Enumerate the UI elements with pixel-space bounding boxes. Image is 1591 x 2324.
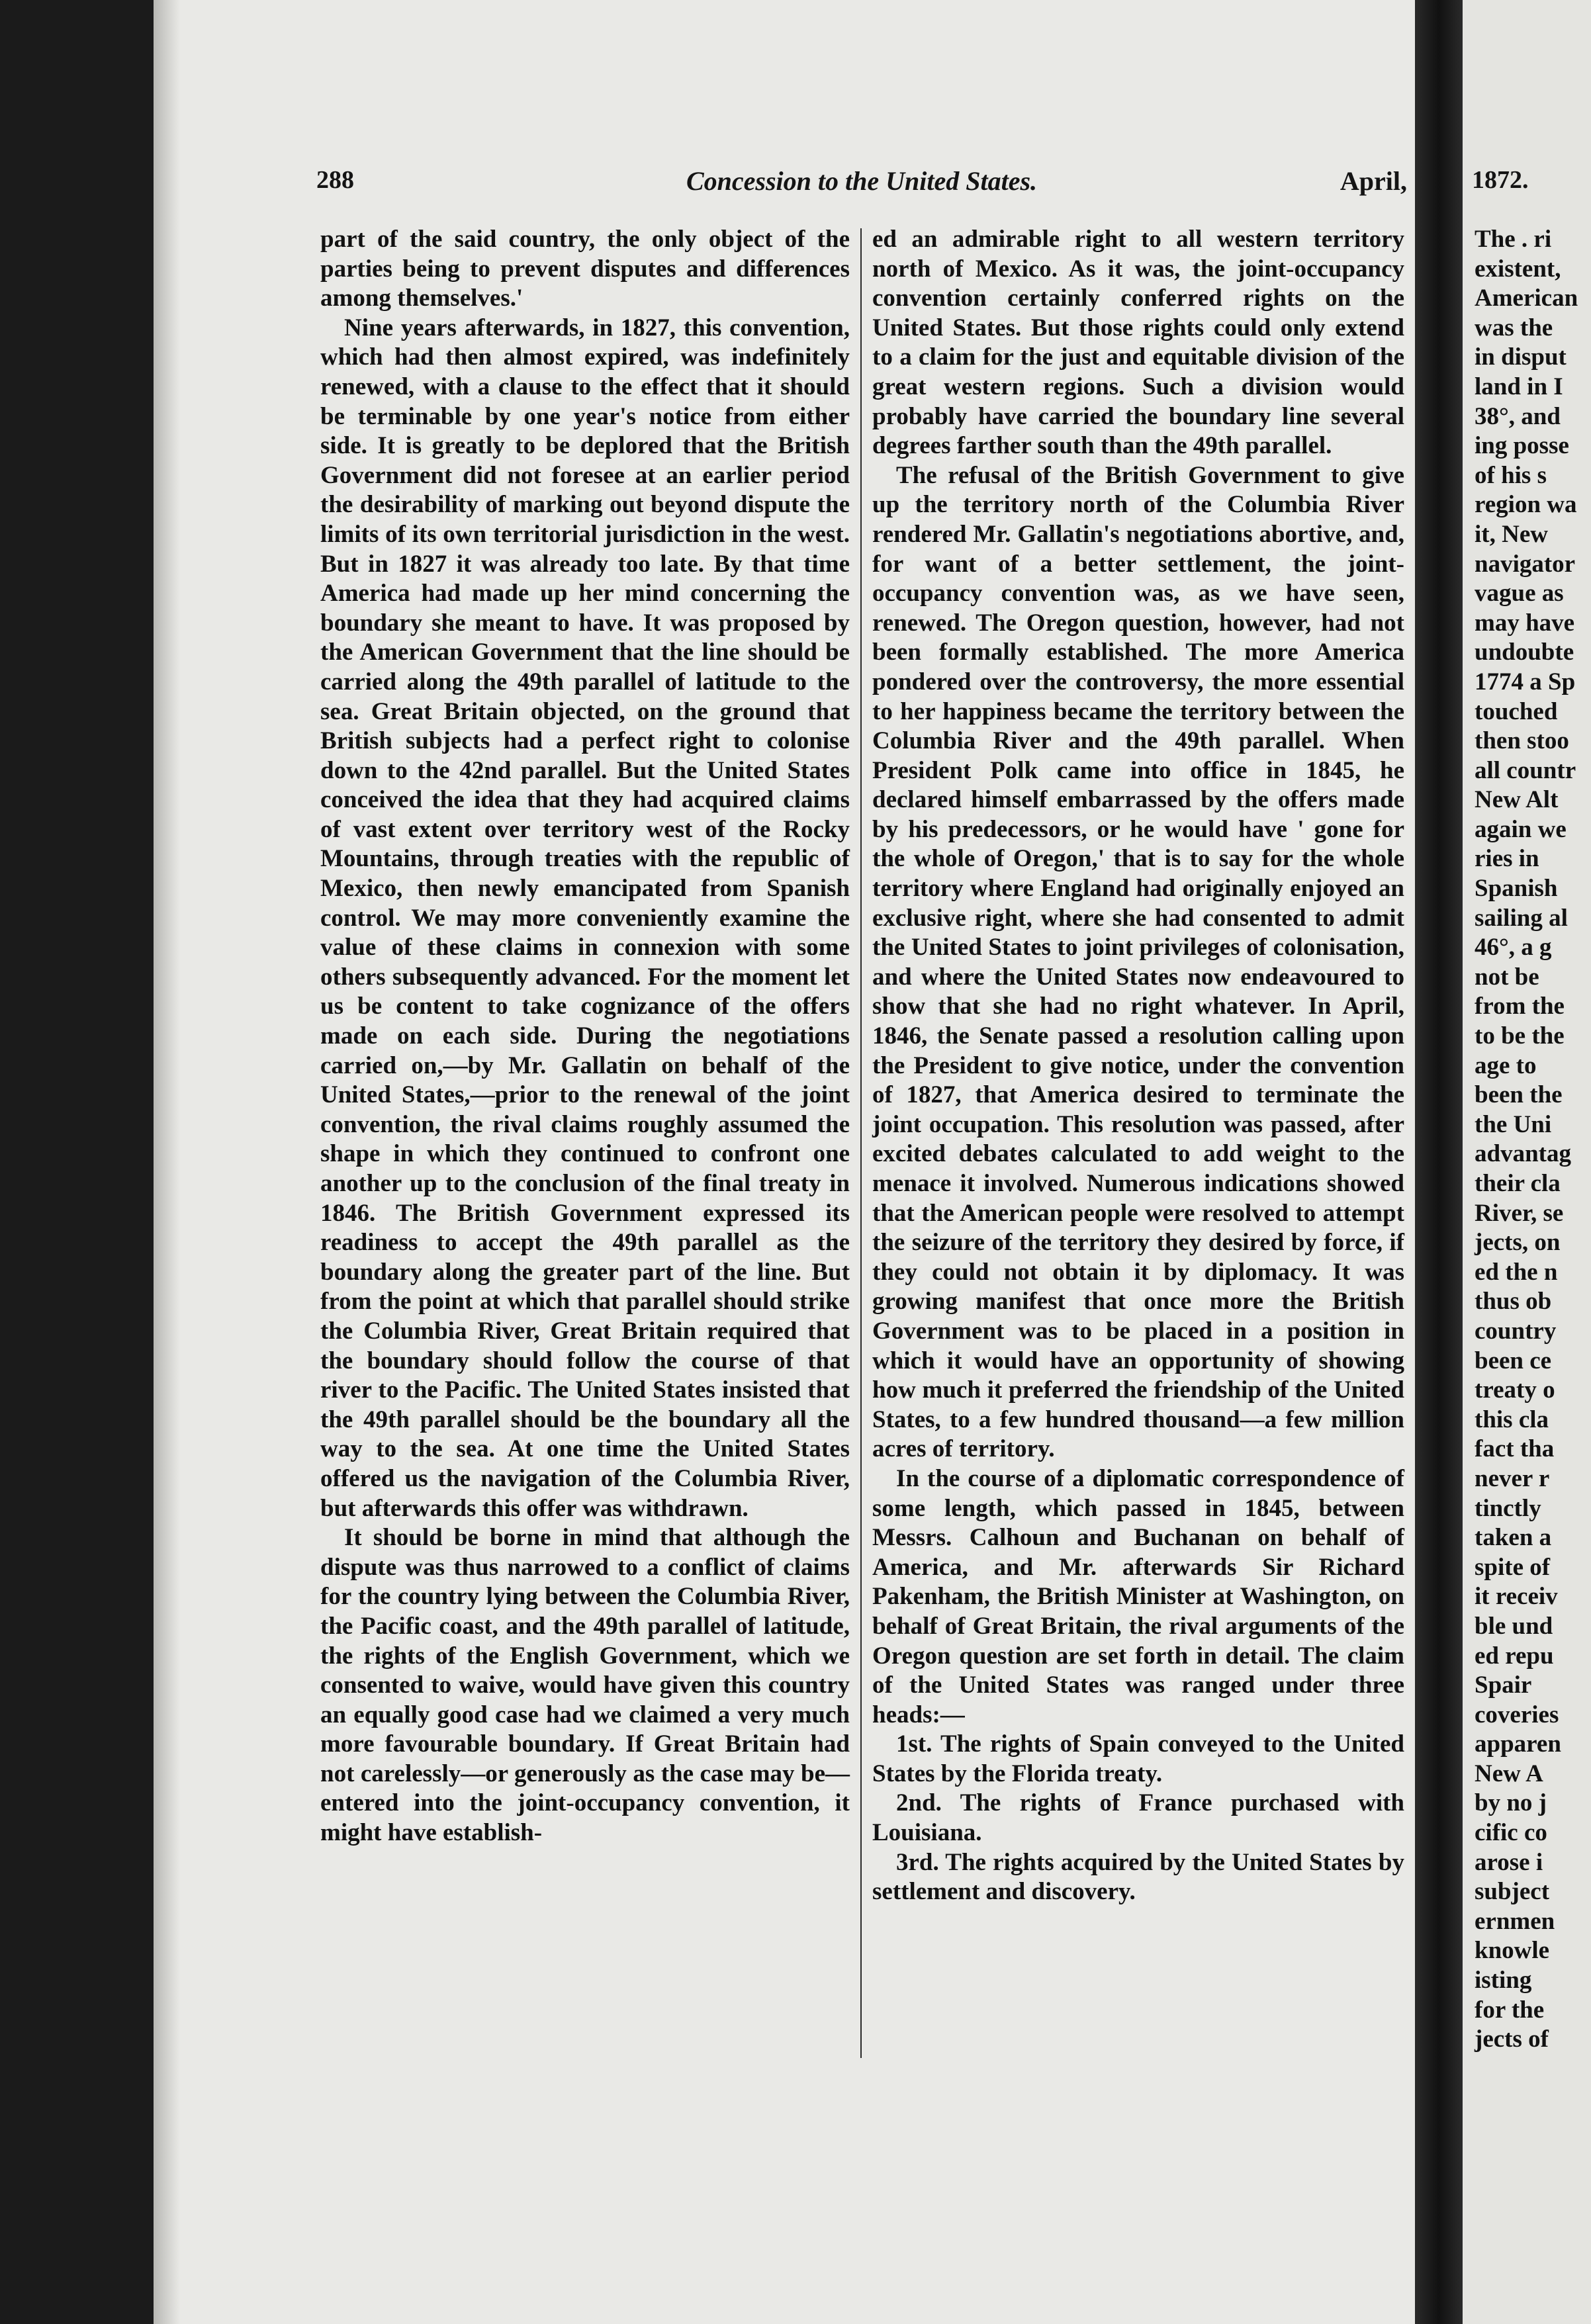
next-page-line: sailing al xyxy=(1475,904,1568,932)
book-gutter xyxy=(1415,0,1463,2324)
next-page-line: ed the n xyxy=(1475,1258,1558,1286)
next-page-line: been ce xyxy=(1475,1347,1552,1374)
next-page-line: ernmen xyxy=(1475,1907,1555,1935)
paragraph: ed an admirable right to all western territory north of Mexico. As it was, the joint-occupancy convention certainly conferred rights on the United States. But those rights could only extend to a claim for the just and equitable division of the great western regions. Such a division would probably have carried the boundary line several degrees farther south than the 49th parallel. xyxy=(872,226,1404,460)
next-page-line: cific co xyxy=(1475,1819,1547,1847)
next-page-line: country xyxy=(1475,1317,1557,1345)
next-page-line: by no j xyxy=(1475,1789,1547,1817)
next-page-line: ble und xyxy=(1475,1612,1553,1640)
next-page-line: been the xyxy=(1475,1081,1563,1109)
page-edge-shadow xyxy=(154,0,180,2324)
next-page-line: 46°, a g xyxy=(1475,934,1552,961)
next-page-line: apparen xyxy=(1475,1730,1561,1758)
next-page-line: age to xyxy=(1475,1051,1537,1079)
paragraph: The refusal of the British Government to give up the territory north of the Columbia River rendered Mr. Gallatin's negotiations abortive, and, for want of a better settlement, the joint-occupancy convention was, as we have seen, renewed. The Oregon question, however, had not been formally established. The more America pondered over the controversy, the more essential to her happiness became the territory between the Columbia River and the 49th parallel. When President Polk came into office in 1845, he declared himself embarrassed by the offers made by his predecessors, or he would have ' gone for the whole of Oregon,' that is to say for the whole territory where England had originally enjoyed an exclusive right, where she had consented to admit the United States to joint privileges of colonisation, and where the United States now endeavoured to show that she had no right whatever. In April, 1846, the Senate passed a resolution calling upon the President to give notice, under the convention of 1827, that America desired to terminate the joint occupation. This resolution was passed, after excited debates calculated to add weight to the menace it involved. Numerous indications showed that the American people were resolved to attempt the seizure of the territory they desired by force, if they could not obtain it by diplomacy. It was growing manifest that once more the British Government was to be placed in a position in which it would have an opportunity of showing how much it preferred the friendship of the United States, to a few hundred thousand—a few million acres of territory. xyxy=(872,461,1404,1463)
list-item: 3rd. The rights acquired by the United States by settlement and discovery. xyxy=(872,1848,1404,1906)
next-page-line: it receiv xyxy=(1475,1583,1558,1611)
next-page-line: their cla xyxy=(1475,1170,1561,1197)
next-page-line: again we xyxy=(1475,815,1567,843)
list-item: 2nd. The rights of France purchased with Louisiana. xyxy=(872,1789,1404,1847)
next-page-line: New A xyxy=(1475,1760,1543,1787)
next-page-line: of his s xyxy=(1475,461,1547,489)
next-page-number: 1872. xyxy=(1472,166,1529,194)
next-page-line: Spanish xyxy=(1475,875,1558,903)
next-page-line: navigator xyxy=(1475,550,1576,578)
column-divider xyxy=(860,228,862,2058)
next-page-line: never r xyxy=(1475,1464,1550,1492)
next-page-line: Spair xyxy=(1475,1672,1532,1699)
paragraph: It should be borne in mind that although the dispute was thus narrowed to a conflict of claims for the country lying between the Columbia River, the Pacific coast, and the 49th parallel of latitude, the rights of the English Government, which we consented to waive, would have given this country an equally good case had we claimed a very much more favourable boundary. If Great Britain had not carelessly—or generously as the case may be—entered into the joint-occupancy convention, it might have establish- xyxy=(320,1524,850,1847)
next-page-text xyxy=(1475,225,1578,2055)
left-column xyxy=(320,225,850,1848)
next-page-line: thus ob xyxy=(1475,1288,1552,1316)
next-page-line: 38°, and xyxy=(1475,402,1561,430)
next-page-line: for the xyxy=(1475,1996,1545,2024)
next-page-line: existent, xyxy=(1475,255,1561,283)
next-page-line: The . ri xyxy=(1475,226,1552,253)
next-page-line: advantag xyxy=(1475,1140,1571,1168)
list-item: 1st. The rights of Spain conveyed to the United States by the Florida treaty. xyxy=(872,1730,1404,1787)
next-page-line: spite of xyxy=(1475,1553,1551,1581)
next-page-line: fact tha xyxy=(1475,1435,1555,1463)
next-page-line: land in I xyxy=(1475,373,1563,400)
next-page-line: all countr xyxy=(1475,756,1576,784)
next-page-line: the Uni xyxy=(1475,1110,1552,1138)
paragraph: In the course of a diplomatic correspondence of some length, which passed in 1845, between Messrs. Calhoun and Buchanan on behalf of America, and Mr. afterwards Sir Richard Pakenham, the British Minister at Washington, on behalf of Great Britain, the rival arguments of the Oregon question are set forth in detail. The claim of the United States was ranged under three heads:— xyxy=(872,1464,1404,1728)
next-page-line: 1774 a Sp xyxy=(1475,668,1576,695)
next-page-line: tinctly xyxy=(1475,1494,1541,1522)
running-title: Concession to the United States. xyxy=(686,166,1038,196)
next-page-line: region wa xyxy=(1475,491,1577,519)
next-page-line: it, New xyxy=(1475,520,1548,548)
next-page-line: knowle xyxy=(1475,1937,1550,1965)
right-column xyxy=(872,225,1404,1907)
next-page-line: from the xyxy=(1475,993,1565,1020)
next-page-line: coveries xyxy=(1475,1701,1559,1728)
next-page-line: ed repu xyxy=(1475,1642,1554,1670)
next-page-line: isting xyxy=(1475,1967,1532,1994)
next-page-line: touched xyxy=(1475,697,1558,725)
page-header xyxy=(316,165,1407,212)
next-page-line: ing posse xyxy=(1475,432,1569,460)
next-page-line: New Alt xyxy=(1475,786,1559,814)
next-page-line: not be xyxy=(1475,963,1539,991)
next-page-fragment xyxy=(1463,0,1591,2324)
next-page-line: subject xyxy=(1475,1878,1550,1906)
header-month: April, xyxy=(1340,166,1407,196)
next-page-line: River, se xyxy=(1475,1199,1564,1227)
next-page-line: undoubte xyxy=(1475,639,1574,666)
paragraph: part of the said country, the only object of the parties being to prevent disputes and differences among themselves.' xyxy=(320,226,850,312)
next-page-line: jects of xyxy=(1475,2026,1549,2053)
page-number: 288 xyxy=(316,166,354,194)
next-page-line: this cla xyxy=(1475,1406,1549,1433)
next-page-line: vague as xyxy=(1475,580,1564,607)
next-page-line: to be the xyxy=(1475,1022,1565,1050)
next-page-line: was the xyxy=(1475,314,1553,341)
next-page-line: treaty o xyxy=(1475,1376,1555,1404)
next-page-line: jects, on xyxy=(1475,1229,1561,1257)
next-page-line: ries in xyxy=(1475,845,1539,873)
next-page-line: may have xyxy=(1475,609,1575,637)
next-page-line: American xyxy=(1475,285,1578,312)
next-page-line: arose i xyxy=(1475,1848,1543,1876)
paragraph: Nine years afterwards, in 1827, this convention, which had then almost expired, was indefinitely renewed, with a clause to the effect that it should be terminable by one year's notice from either side. It is greatly to be deplored that the British Government did not foresee at an earlier period the desirability of marking out beyond dispute the limits of its own territorial jurisdiction in the west. But in 1827 it was already too late. By that time America had made up her mind concerning the boundary she meant to have. It was proposed by the American Government that the line should be carried along the 49th parallel of latitude to the sea. Great Britain objected, on the ground that British subjects had a perfect right to colonise down to the 42nd parallel. But the United States conceived the idea that they had acquired claims of vast extent over territory west of the Rocky Mountains, through treaties with the republic of Mexico, then newly emancipated from Spanish control. We may more conveniently examine the value of these claims in connexion with some others subsequently advanced. For the moment let us be content to take cognizance of the offers made on each side. During the negotiations carried on,—by Mr. Gallatin on behalf of the United States,—prior to the renewal of the joint convention, the rival claims roughly assumed the shape in which they continued to confront one another up to the conclusion of the final treaty in 1846. The British Government expressed its readiness to accept the 49th parallel as the boundary along the greater part of the line. But from the point at which that parallel should strike the Columbia River, Great Britain required that the boundary should follow the course of that river to the Pacific. The United States insisted that the 49th parallel should be the boundary all the way to the sea. At one time the United States offered us the navigation of the Columbia River, but afterwards this offer was withdrawn. xyxy=(320,314,850,1522)
next-page-line: then stoo xyxy=(1475,727,1569,755)
next-page-line: in disput xyxy=(1475,343,1567,371)
next-page-line: taken a xyxy=(1475,1524,1552,1552)
